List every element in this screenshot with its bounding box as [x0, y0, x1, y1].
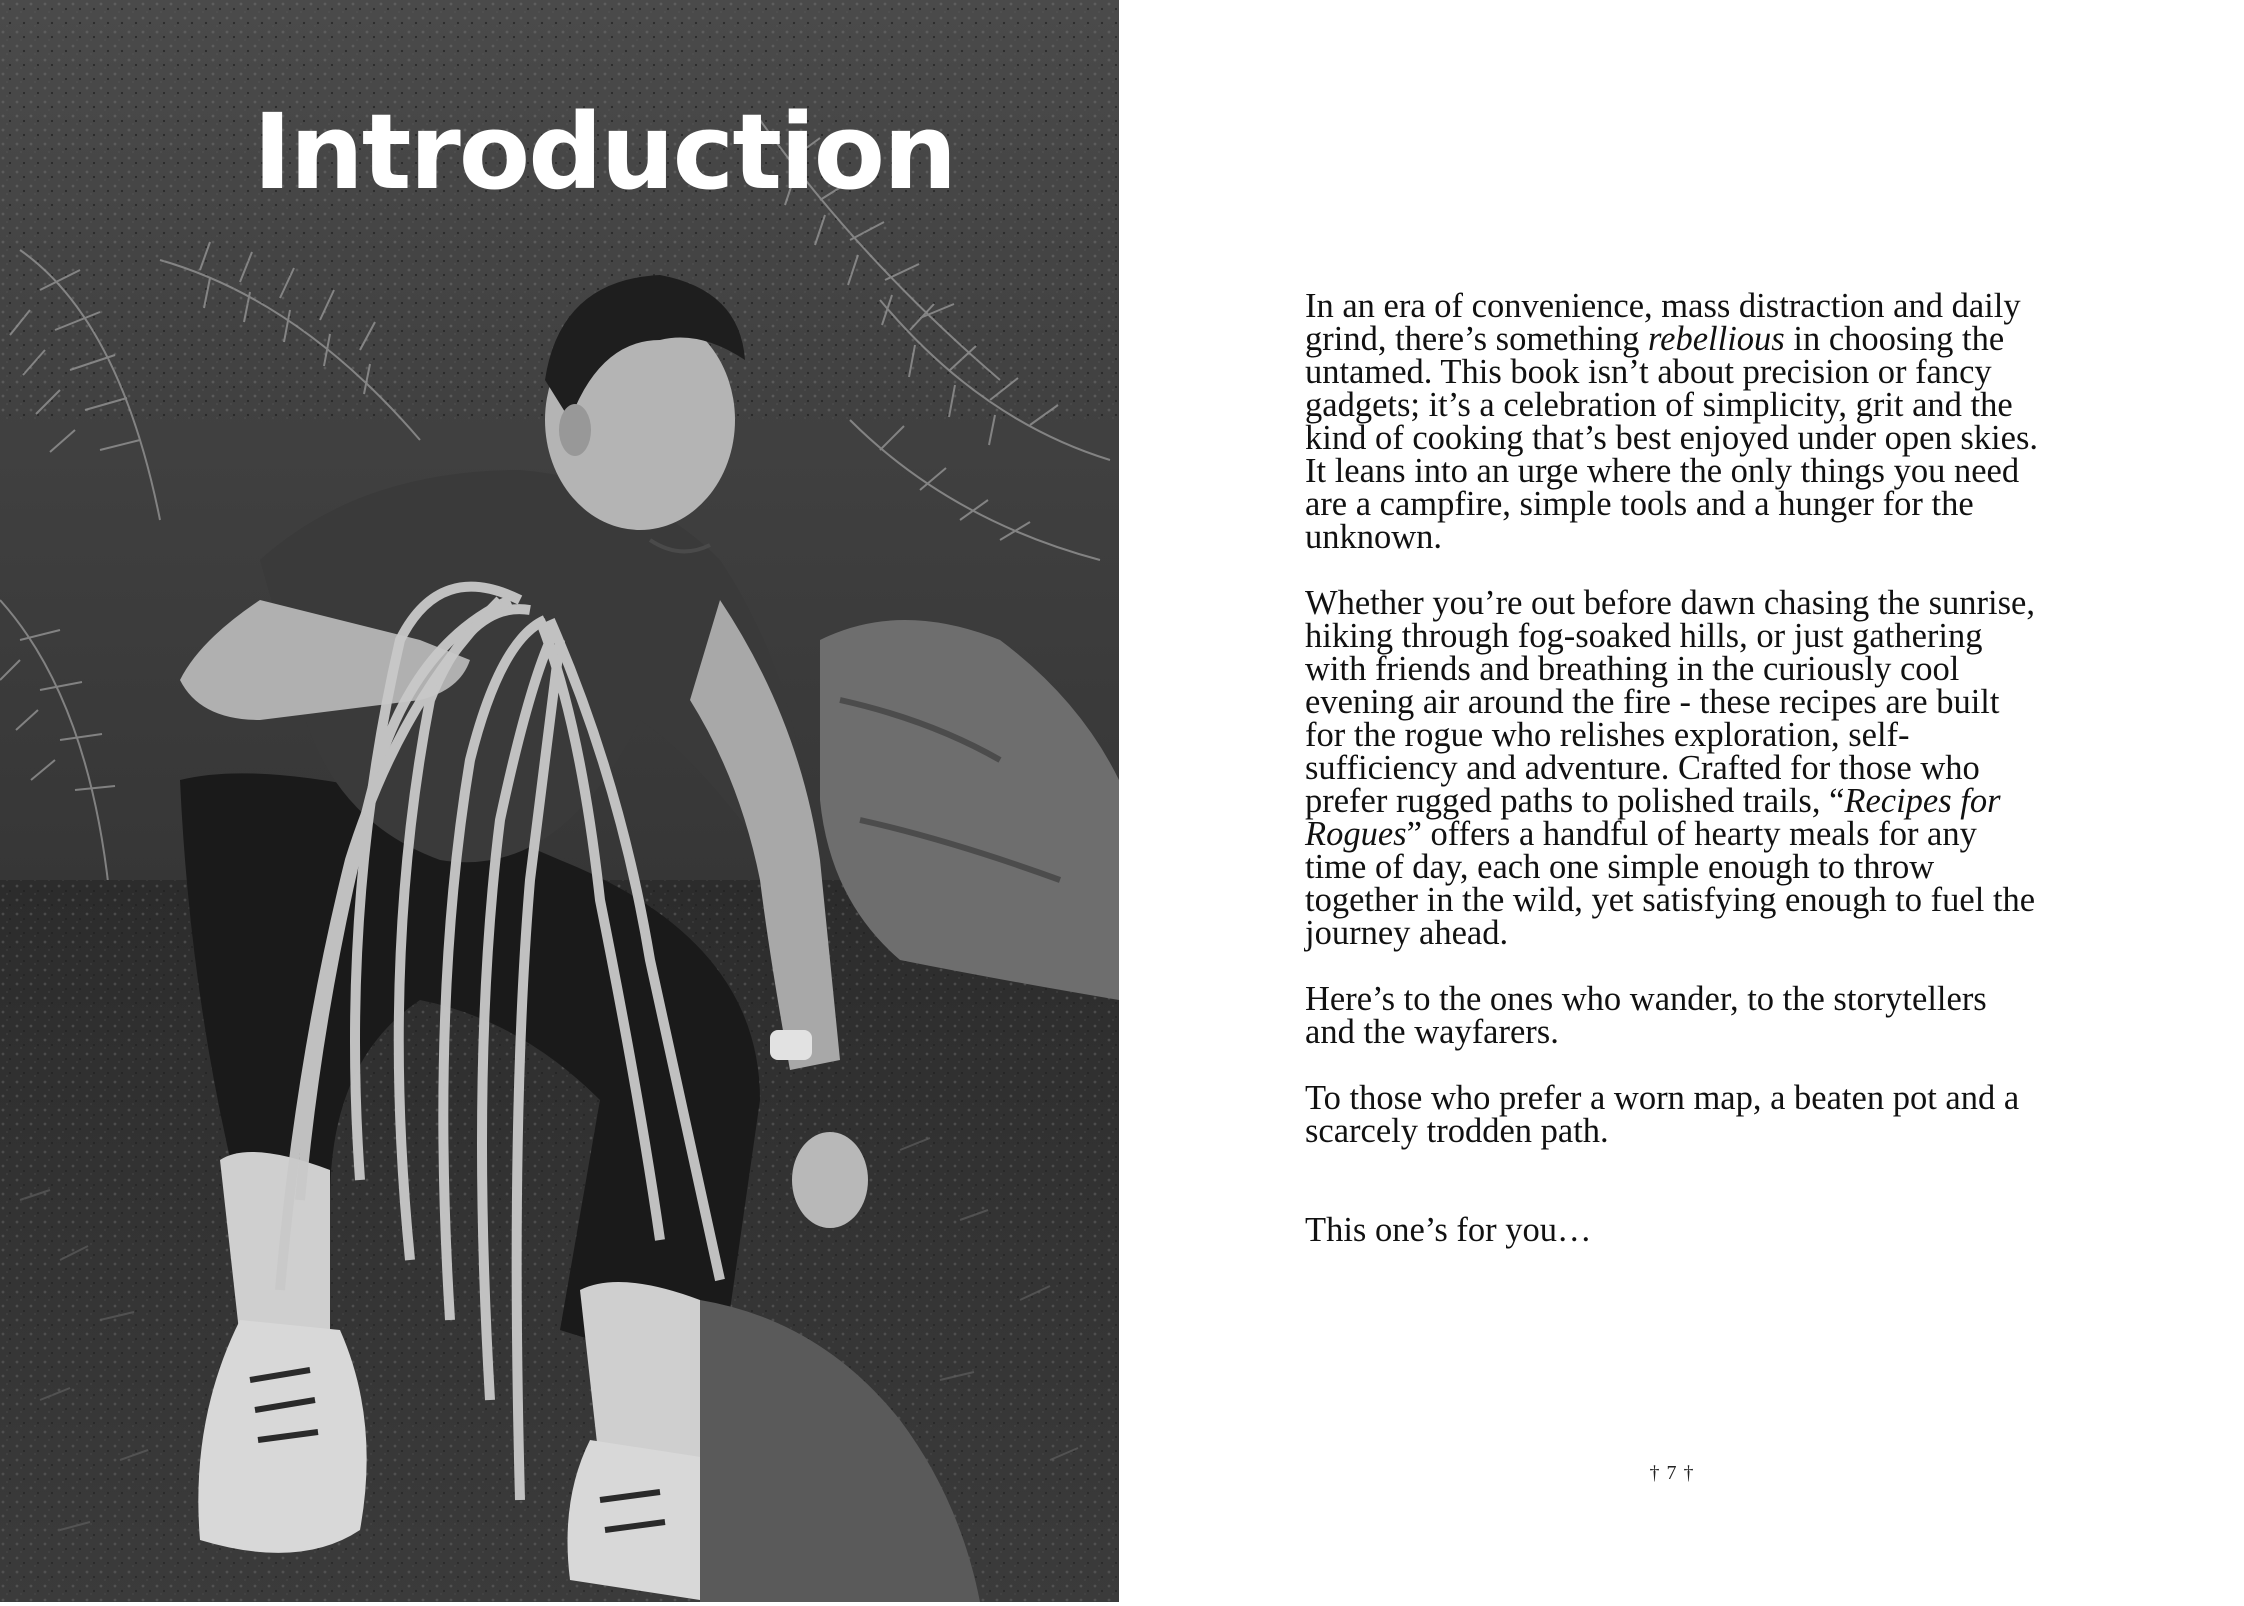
- paragraph-text: Whether you’re out before dawn chasing the sunrise, hiking through fog-soaked hills, or just gathering with friends and breathing in the curiously cool evening air around the fire - these recipes are built for the rogue who relishes exploration, self-sufficiency and adventure. Crafted for those who prefer rugged paths to polished trails, “: [1305, 584, 2035, 820]
- body-text: [1305, 287, 2045, 1280]
- paragraph-2: [1305, 584, 2045, 952]
- paragraph-text: in choosing the untamed. This book isn’t about precision or fancy gadgets; it’s a celebration of simplicity, grit and the kind of cooking that’s best enjoyed under open skies. It leans into an urge where the only things you need are a campfire, simple tools and a hunger for the unknown.: [1305, 320, 2038, 556]
- paragraph-text-italic: rebellious: [1648, 320, 1785, 358]
- paragraph-text: ” offers a handful of hearty meals for any time of day, each one simple enough to throw together in the wild, yet satisfying enough to fuel the journey ahead.: [1305, 815, 2036, 952]
- paragraph-1: [1305, 287, 2045, 556]
- paragraph-3: [1305, 980, 2045, 1051]
- book-title-italic: Recipes for Rogues: [1305, 782, 2001, 853]
- paragraph-text: In an era of convenience, mass distraction and daily grind, there’s something: [1305, 287, 2021, 358]
- photo-page: [0, 0, 1119, 1602]
- page-number: † 7 †: [1649, 1462, 1695, 1484]
- paragraph-text: To those who prefer a worn map, a beaten pot and a scarcely trodden path.: [1305, 1079, 2020, 1150]
- paragraph-text: Here’s to the ones who wander, to the storytellers and the wayfarers.: [1305, 980, 1987, 1051]
- bw-photograph: [0, 0, 1119, 1602]
- closing-line: This one’s for you…: [1305, 1211, 1592, 1249]
- page-title: Introduction: [253, 91, 956, 213]
- text-page: [1119, 0, 2244, 1606]
- paragraph-4: [1305, 1079, 2045, 1150]
